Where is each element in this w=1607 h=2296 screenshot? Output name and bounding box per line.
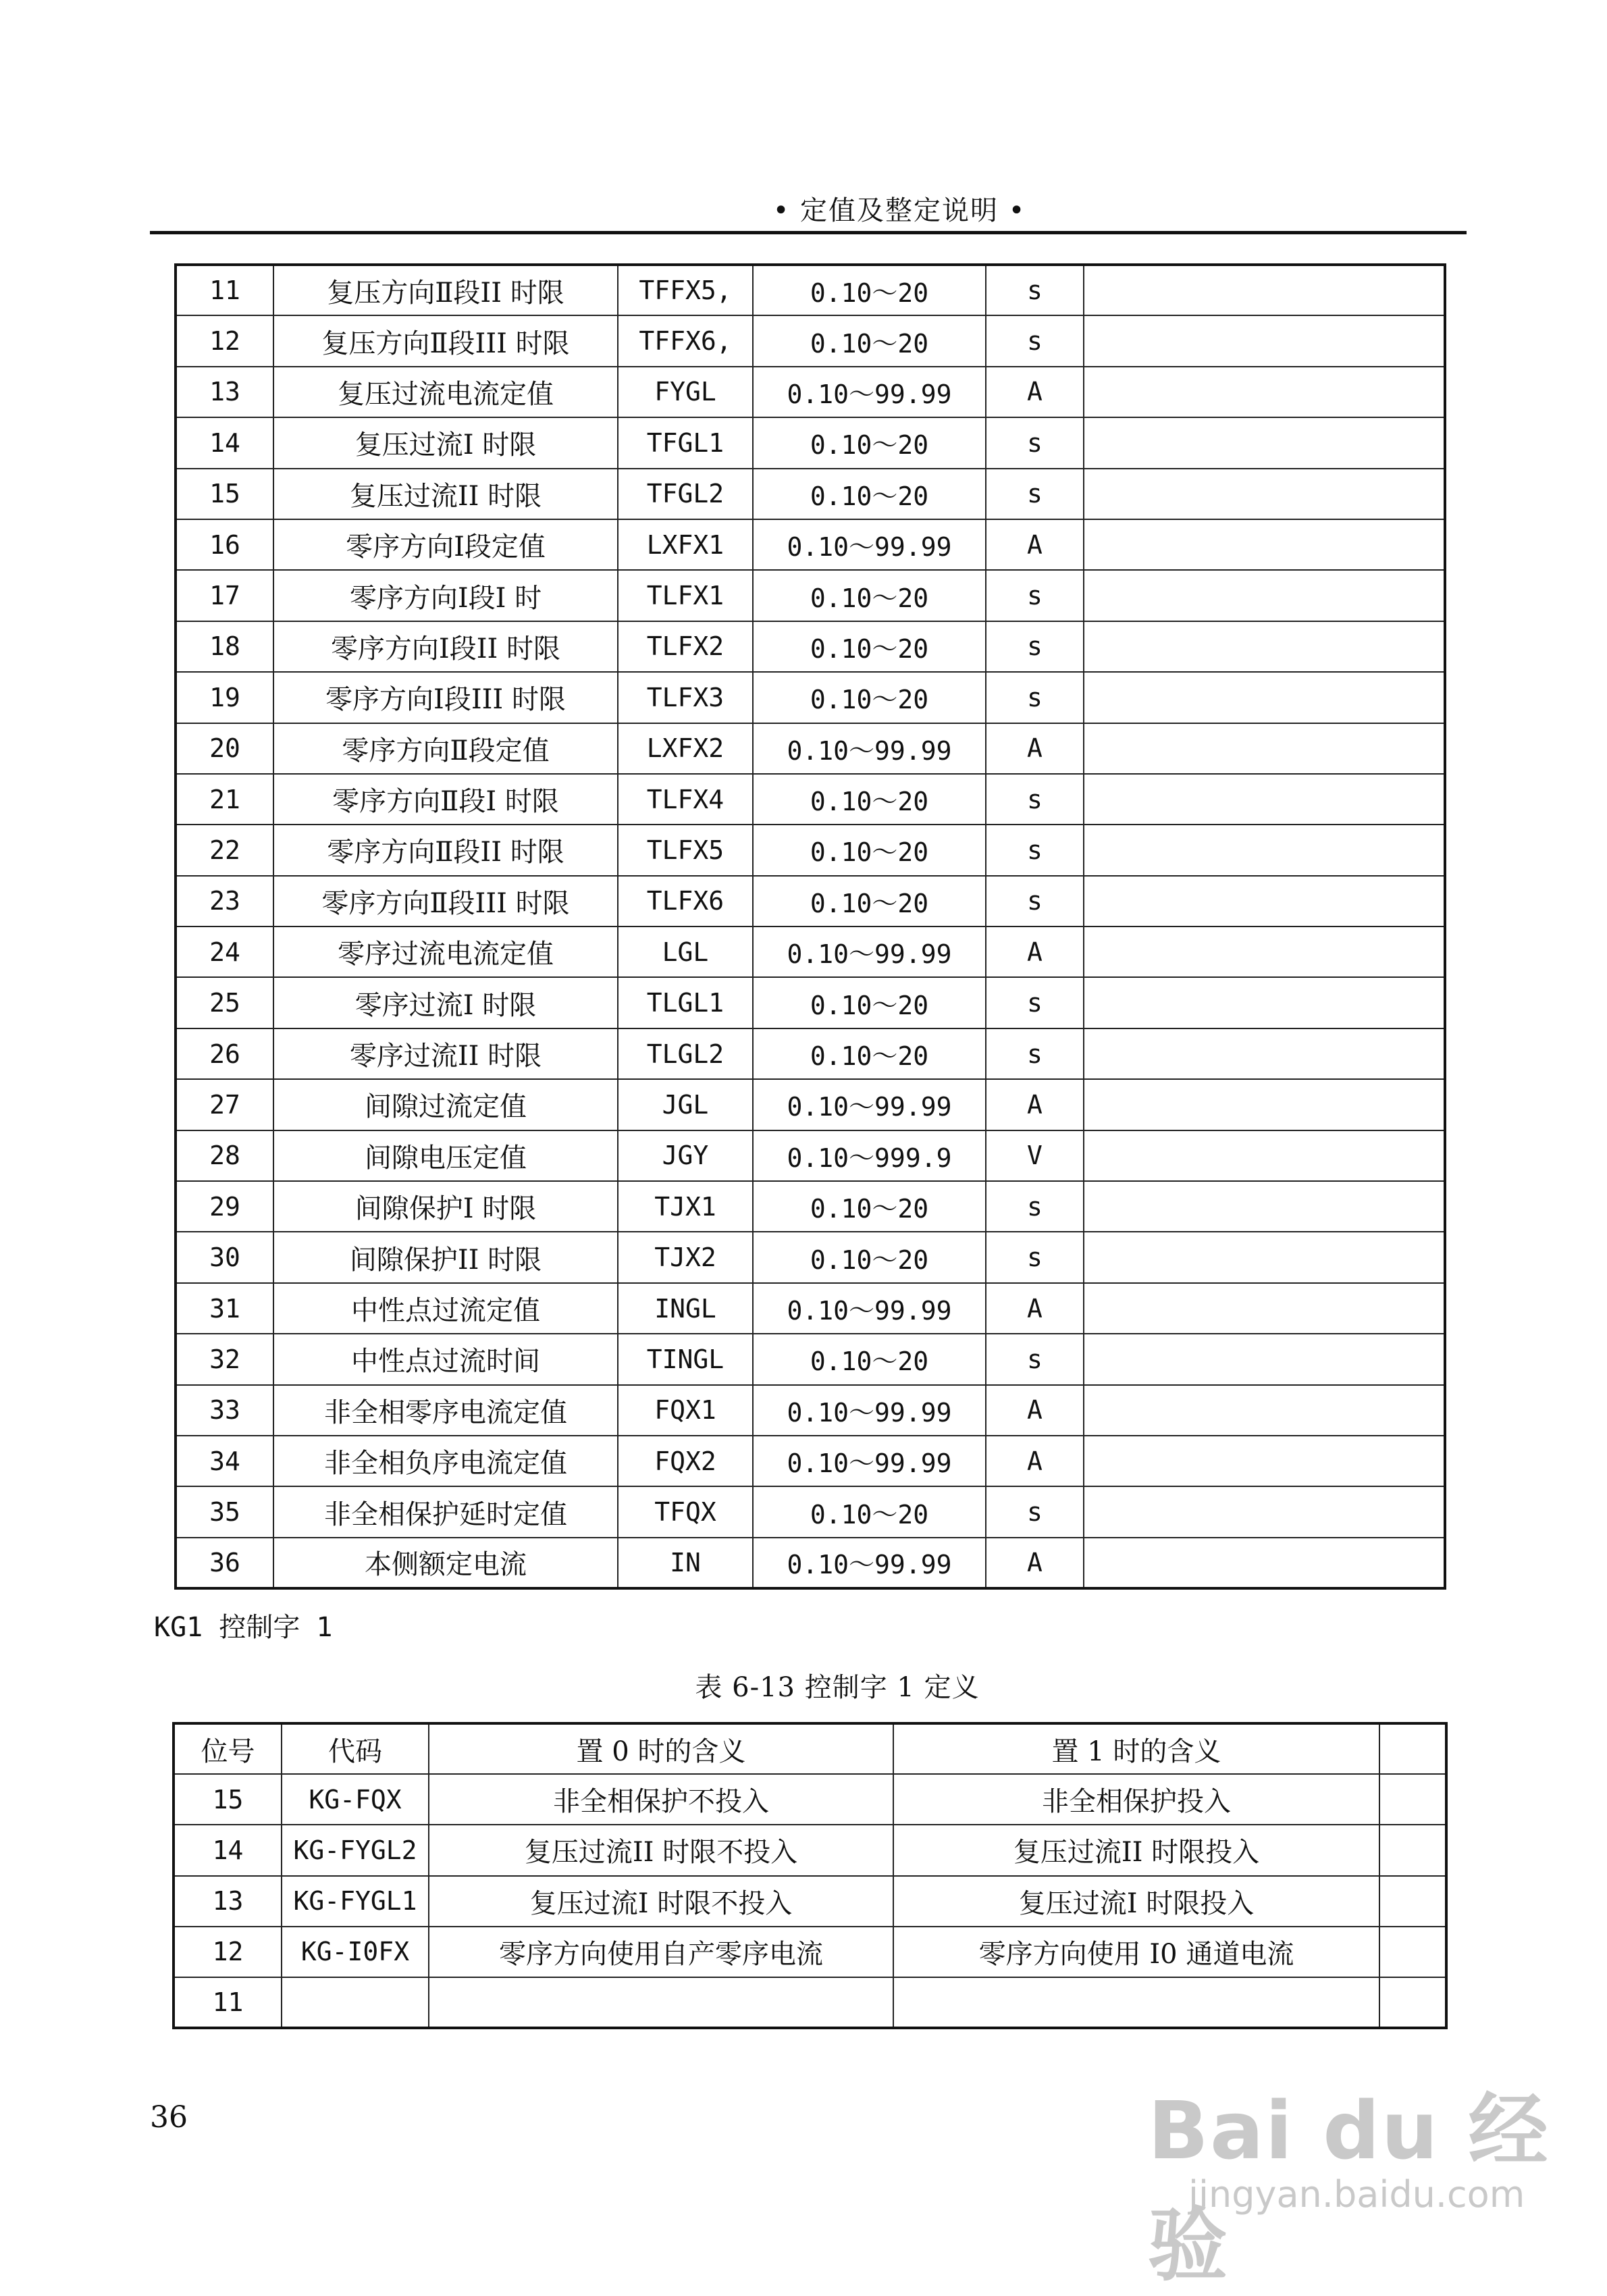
row-number-cell: 36	[176, 1538, 273, 1588]
setting-name-cell: 零序过流电流定值	[273, 927, 618, 977]
setting-code-cell: TJX2	[618, 1232, 753, 1282]
zero-meaning-cell: 非全相保护不投入	[429, 1774, 893, 1825]
row-number-cell: 31	[176, 1283, 273, 1334]
row-number-cell: 11	[176, 265, 273, 315]
setting-range-cell: 0.10～20	[753, 672, 986, 723]
extra-cell	[1379, 1774, 1446, 1825]
row-number-cell: 29	[176, 1181, 273, 1232]
setting-note-cell	[1084, 621, 1445, 672]
table-row	[176, 927, 1445, 977]
settings-table	[174, 263, 1446, 1590]
row-number-cell: 26	[176, 1028, 273, 1079]
table-row	[176, 977, 1445, 1028]
header-rule	[150, 231, 1467, 234]
setting-code-cell: TFQX	[618, 1486, 753, 1537]
row-number-cell: 18	[176, 621, 273, 672]
setting-note-cell	[1084, 1232, 1445, 1282]
setting-range-cell: 0.10～20	[753, 876, 986, 927]
setting-note-cell	[1084, 1385, 1445, 1436]
table-row	[176, 265, 1445, 315]
setting-code-cell: JGL	[618, 1079, 753, 1130]
watermark-logo: Bai du 经验	[1148, 2084, 1550, 2292]
table-row	[176, 1232, 1445, 1282]
setting-unit-cell: s	[986, 621, 1084, 672]
header-zero-meaning: 置 0 时的含义	[429, 1723, 893, 1774]
setting-unit-cell: A	[986, 519, 1084, 570]
table-row	[176, 367, 1445, 417]
one-meaning-cell	[893, 1977, 1379, 2028]
setting-note-cell	[1084, 774, 1445, 825]
setting-range-cell: 0.10～20	[753, 265, 986, 315]
setting-code-cell: TLFX1	[618, 570, 753, 621]
setting-note-cell	[1084, 315, 1445, 366]
row-number-cell: 34	[176, 1436, 273, 1486]
setting-note-cell	[1084, 723, 1445, 774]
table-row	[176, 723, 1445, 774]
row-number-cell: 22	[176, 825, 273, 875]
setting-range-cell: 0.10～20	[753, 1334, 986, 1384]
table-row	[176, 1334, 1445, 1384]
table-row	[176, 1538, 1445, 1588]
running-header: • 定值及整定说明 •	[772, 195, 1026, 226]
row-number-cell: 23	[176, 876, 273, 927]
setting-note-cell	[1084, 825, 1445, 875]
setting-unit-cell: s	[986, 315, 1084, 366]
setting-range-cell: 0.10～99.99	[753, 1538, 986, 1588]
setting-code-cell: TLGL1	[618, 977, 753, 1028]
bit-code-cell: KG-FYGL1	[282, 1876, 429, 1927]
table-row	[176, 621, 1445, 672]
table-row	[176, 1079, 1445, 1130]
setting-code-cell: TLFX5	[618, 825, 753, 875]
setting-note-cell	[1084, 1283, 1445, 1334]
row-number-cell: 19	[176, 672, 273, 723]
setting-note-cell	[1084, 265, 1445, 315]
setting-unit-cell: s	[986, 825, 1084, 875]
zero-meaning-cell: 复压过流II 时限不投入	[429, 1825, 893, 1875]
row-number-cell: 13	[176, 367, 273, 417]
setting-note-cell	[1084, 519, 1445, 570]
setting-note-cell	[1084, 1181, 1445, 1232]
setting-code-cell: TLFX3	[618, 672, 753, 723]
setting-name-cell: 非全相零序电流定值	[273, 1385, 618, 1436]
setting-name-cell: 复压过流I 时限	[273, 417, 618, 468]
baidu-jingyan-watermark	[1148, 2066, 1553, 2292]
table-row	[174, 1825, 1446, 1875]
setting-name-cell: 间隙电压定值	[273, 1130, 618, 1181]
setting-code-cell: TINGL	[618, 1334, 753, 1384]
setting-range-cell: 0.10～20	[753, 1232, 986, 1282]
setting-code-cell: LXFX2	[618, 723, 753, 774]
setting-range-cell: 0.10～99.99	[753, 1079, 986, 1130]
setting-name-cell: 间隙过流定值	[273, 1079, 618, 1130]
setting-range-cell: 0.10～20	[753, 417, 986, 468]
setting-range-cell: 0.10～99.99	[753, 367, 986, 417]
setting-unit-cell: s	[986, 1181, 1084, 1232]
row-number-cell: 35	[176, 1486, 273, 1537]
row-number-cell: 25	[176, 977, 273, 1028]
table-row	[176, 672, 1445, 723]
setting-note-cell	[1084, 1334, 1445, 1384]
settings-table-body	[176, 265, 1445, 1588]
setting-code-cell: LXFX1	[618, 519, 753, 570]
zero-meaning-cell: 复压过流I 时限不投入	[429, 1876, 893, 1927]
table-row	[174, 1977, 1446, 2028]
zero-meaning-cell	[429, 1977, 893, 2028]
row-number-cell: 24	[176, 927, 273, 977]
extra-cell	[1379, 1977, 1446, 2028]
setting-name-cell: 复压过流II 时限	[273, 469, 618, 519]
row-number-cell: 32	[176, 1334, 273, 1384]
setting-name-cell: 零序方向Ⅰ段定值	[273, 519, 618, 570]
table-row	[176, 1130, 1445, 1181]
setting-note-cell	[1084, 1486, 1445, 1537]
setting-range-cell: 0.10～20	[753, 315, 986, 366]
setting-unit-cell: s	[986, 876, 1084, 927]
setting-note-cell	[1084, 672, 1445, 723]
setting-unit-cell: s	[986, 265, 1084, 315]
setting-name-cell: 间隙保护II 时限	[273, 1232, 618, 1282]
setting-range-cell: 0.10～99.99	[753, 519, 986, 570]
row-number-cell: 27	[176, 1079, 273, 1130]
bit-code-cell: KG-FYGL2	[282, 1825, 429, 1875]
setting-code-cell: TFGL1	[618, 417, 753, 468]
table-row	[176, 1028, 1445, 1079]
bit-code-cell	[282, 1977, 429, 2028]
setting-code-cell: TLFX2	[618, 621, 753, 672]
setting-range-cell: 0.10～20	[753, 621, 986, 672]
bit-number-cell: 11	[174, 1977, 282, 2028]
table-row	[176, 1486, 1445, 1537]
header-bit: 位号	[174, 1723, 282, 1774]
row-number-cell: 14	[176, 417, 273, 468]
table-row	[176, 1436, 1445, 1486]
setting-code-cell: TJX1	[618, 1181, 753, 1232]
setting-name-cell: 本侧额定电流	[273, 1538, 618, 1588]
setting-name-cell: 间隙保护I 时限	[273, 1181, 618, 1232]
table-row	[176, 774, 1445, 825]
setting-note-cell	[1084, 1028, 1445, 1079]
setting-name-cell: 零序方向Ⅰ段III 时限	[273, 672, 618, 723]
setting-range-cell: 0.10～20	[753, 469, 986, 519]
setting-unit-cell: V	[986, 1130, 1084, 1181]
setting-range-cell: 0.10～20	[753, 825, 986, 875]
setting-note-cell	[1084, 1130, 1445, 1181]
setting-code-cell: TFFX5,	[618, 265, 753, 315]
setting-name-cell: 复压方向Ⅱ段III 时限	[273, 315, 618, 366]
setting-range-cell: 0.10～20	[753, 977, 986, 1028]
setting-range-cell: 0.10～99.99	[753, 1385, 986, 1436]
row-number-cell: 30	[176, 1232, 273, 1282]
kg1-table	[172, 1722, 1448, 2029]
table-row	[176, 825, 1445, 875]
table-row	[174, 1927, 1446, 1977]
setting-note-cell	[1084, 469, 1445, 519]
setting-name-cell: 复压方向Ⅱ段II 时限	[273, 265, 618, 315]
setting-note-cell	[1084, 1538, 1445, 1588]
extra-cell	[1379, 1825, 1446, 1875]
setting-code-cell: TLGL2	[618, 1028, 753, 1079]
setting-code-cell: FYGL	[618, 367, 753, 417]
bit-code-cell: KG-FQX	[282, 1774, 429, 1825]
table-row	[176, 876, 1445, 927]
setting-note-cell	[1084, 417, 1445, 468]
setting-name-cell: 非全相保护延时定值	[273, 1486, 618, 1537]
setting-unit-cell: s	[986, 570, 1084, 621]
setting-name-cell: 零序方向Ⅱ段定值	[273, 723, 618, 774]
extra-cell	[1379, 1876, 1446, 1927]
watermark-url: jingyan.baidu.com	[1188, 2173, 1525, 2216]
setting-unit-cell: s	[986, 977, 1084, 1028]
setting-unit-cell: s	[986, 1334, 1084, 1384]
bit-code-cell: KG-I0FX	[282, 1927, 429, 1977]
setting-name-cell: 非全相负序电流定值	[273, 1436, 618, 1486]
setting-name-cell: 中性点过流时间	[273, 1334, 618, 1384]
setting-code-cell: IN	[618, 1538, 753, 1588]
setting-unit-cell: A	[986, 367, 1084, 417]
kg1-header-row	[174, 1723, 1446, 1774]
table-row	[176, 1385, 1445, 1436]
row-number-cell: 16	[176, 519, 273, 570]
setting-name-cell: 零序方向Ⅰ段I 时	[273, 570, 618, 621]
one-meaning-cell: 零序方向使用 I0 通道电流	[893, 1927, 1379, 1977]
one-meaning-cell: 复压过流II 时限投入	[893, 1825, 1379, 1875]
setting-code-cell: TFGL2	[618, 469, 753, 519]
setting-range-cell: 0.10～20	[753, 570, 986, 621]
bit-number-cell: 14	[174, 1825, 282, 1875]
setting-range-cell: 0.10～20	[753, 1486, 986, 1537]
setting-code-cell: JGY	[618, 1130, 753, 1181]
setting-code-cell: FQX2	[618, 1436, 753, 1486]
setting-name-cell: 零序方向Ⅱ段II 时限	[273, 825, 618, 875]
setting-range-cell: 0.10～99.99	[753, 927, 986, 977]
setting-name-cell: 复压过流电流定值	[273, 367, 618, 417]
row-number-cell: 20	[176, 723, 273, 774]
setting-name-cell: 中性点过流定值	[273, 1283, 618, 1334]
setting-code-cell: TLFX4	[618, 774, 753, 825]
setting-code-cell: INGL	[618, 1283, 753, 1334]
setting-unit-cell: s	[986, 1232, 1084, 1282]
setting-unit-cell: s	[986, 469, 1084, 519]
header-one-meaning: 置 1 时的含义	[893, 1723, 1379, 1774]
setting-unit-cell: s	[986, 1486, 1084, 1537]
header-extra	[1379, 1723, 1446, 1774]
setting-unit-cell: A	[986, 723, 1084, 774]
bit-number-cell: 15	[174, 1774, 282, 1825]
setting-unit-cell: A	[986, 1538, 1084, 1588]
setting-note-cell	[1084, 1436, 1445, 1486]
setting-range-cell: 0.10～99.99	[753, 723, 986, 774]
one-meaning-cell: 非全相保护投入	[893, 1774, 1379, 1825]
setting-unit-cell: A	[986, 927, 1084, 977]
table-row	[176, 1181, 1445, 1232]
setting-unit-cell: s	[986, 1028, 1084, 1079]
bit-number-cell: 12	[174, 1927, 282, 1977]
table-row	[176, 417, 1445, 468]
extra-cell	[1379, 1927, 1446, 1977]
table-row	[176, 519, 1445, 570]
setting-range-cell: 0.10～20	[753, 774, 986, 825]
setting-note-cell	[1084, 570, 1445, 621]
kg1-table-body	[174, 1774, 1446, 2028]
setting-code-cell: TLFX6	[618, 876, 753, 927]
setting-unit-cell: A	[986, 1283, 1084, 1334]
setting-code-cell: FQX1	[618, 1385, 753, 1436]
setting-unit-cell: s	[986, 774, 1084, 825]
setting-code-cell: TFFX6,	[618, 315, 753, 366]
table-row	[174, 1876, 1446, 1927]
table-row	[176, 1283, 1445, 1334]
kg1-section-title: KG1 控制字 1	[154, 1612, 333, 1643]
one-meaning-cell: 复压过流I 时限投入	[893, 1876, 1379, 1927]
row-number-cell: 17	[176, 570, 273, 621]
setting-range-cell: 0.10～20	[753, 1028, 986, 1079]
setting-name-cell: 零序过流I 时限	[273, 977, 618, 1028]
setting-unit-cell: A	[986, 1079, 1084, 1130]
setting-range-cell: 0.10～99.99	[753, 1283, 986, 1334]
header-code: 代码	[282, 1723, 429, 1774]
setting-code-cell: LGL	[618, 927, 753, 977]
setting-note-cell	[1084, 876, 1445, 927]
setting-name-cell: 零序方向Ⅱ段III 时限	[273, 876, 618, 927]
table-row	[174, 1774, 1446, 1825]
setting-name-cell: 零序方向Ⅱ段I 时限	[273, 774, 618, 825]
table-caption: 表 6-13 控制字 1 定义	[695, 1672, 980, 1703]
setting-unit-cell: A	[986, 1385, 1084, 1436]
setting-range-cell: 0.10～999.9	[753, 1130, 986, 1181]
setting-range-cell: 0.10～20	[753, 1181, 986, 1232]
page-number: 36	[150, 2100, 188, 2135]
setting-note-cell	[1084, 1079, 1445, 1130]
setting-note-cell	[1084, 927, 1445, 977]
setting-unit-cell: A	[986, 1436, 1084, 1486]
zero-meaning-cell: 零序方向使用自产零序电流	[429, 1927, 893, 1977]
row-number-cell: 33	[176, 1385, 273, 1436]
setting-unit-cell: s	[986, 417, 1084, 468]
row-number-cell: 12	[176, 315, 273, 366]
bit-number-cell: 13	[174, 1876, 282, 1927]
row-number-cell: 21	[176, 774, 273, 825]
row-number-cell: 28	[176, 1130, 273, 1181]
setting-note-cell	[1084, 977, 1445, 1028]
table-row	[176, 469, 1445, 519]
setting-name-cell: 零序过流II 时限	[273, 1028, 618, 1079]
table-row	[176, 315, 1445, 366]
setting-name-cell: 零序方向Ⅰ段II 时限	[273, 621, 618, 672]
setting-note-cell	[1084, 367, 1445, 417]
setting-unit-cell: s	[986, 672, 1084, 723]
table-row	[176, 570, 1445, 621]
setting-range-cell: 0.10～99.99	[753, 1436, 986, 1486]
row-number-cell: 15	[176, 469, 273, 519]
